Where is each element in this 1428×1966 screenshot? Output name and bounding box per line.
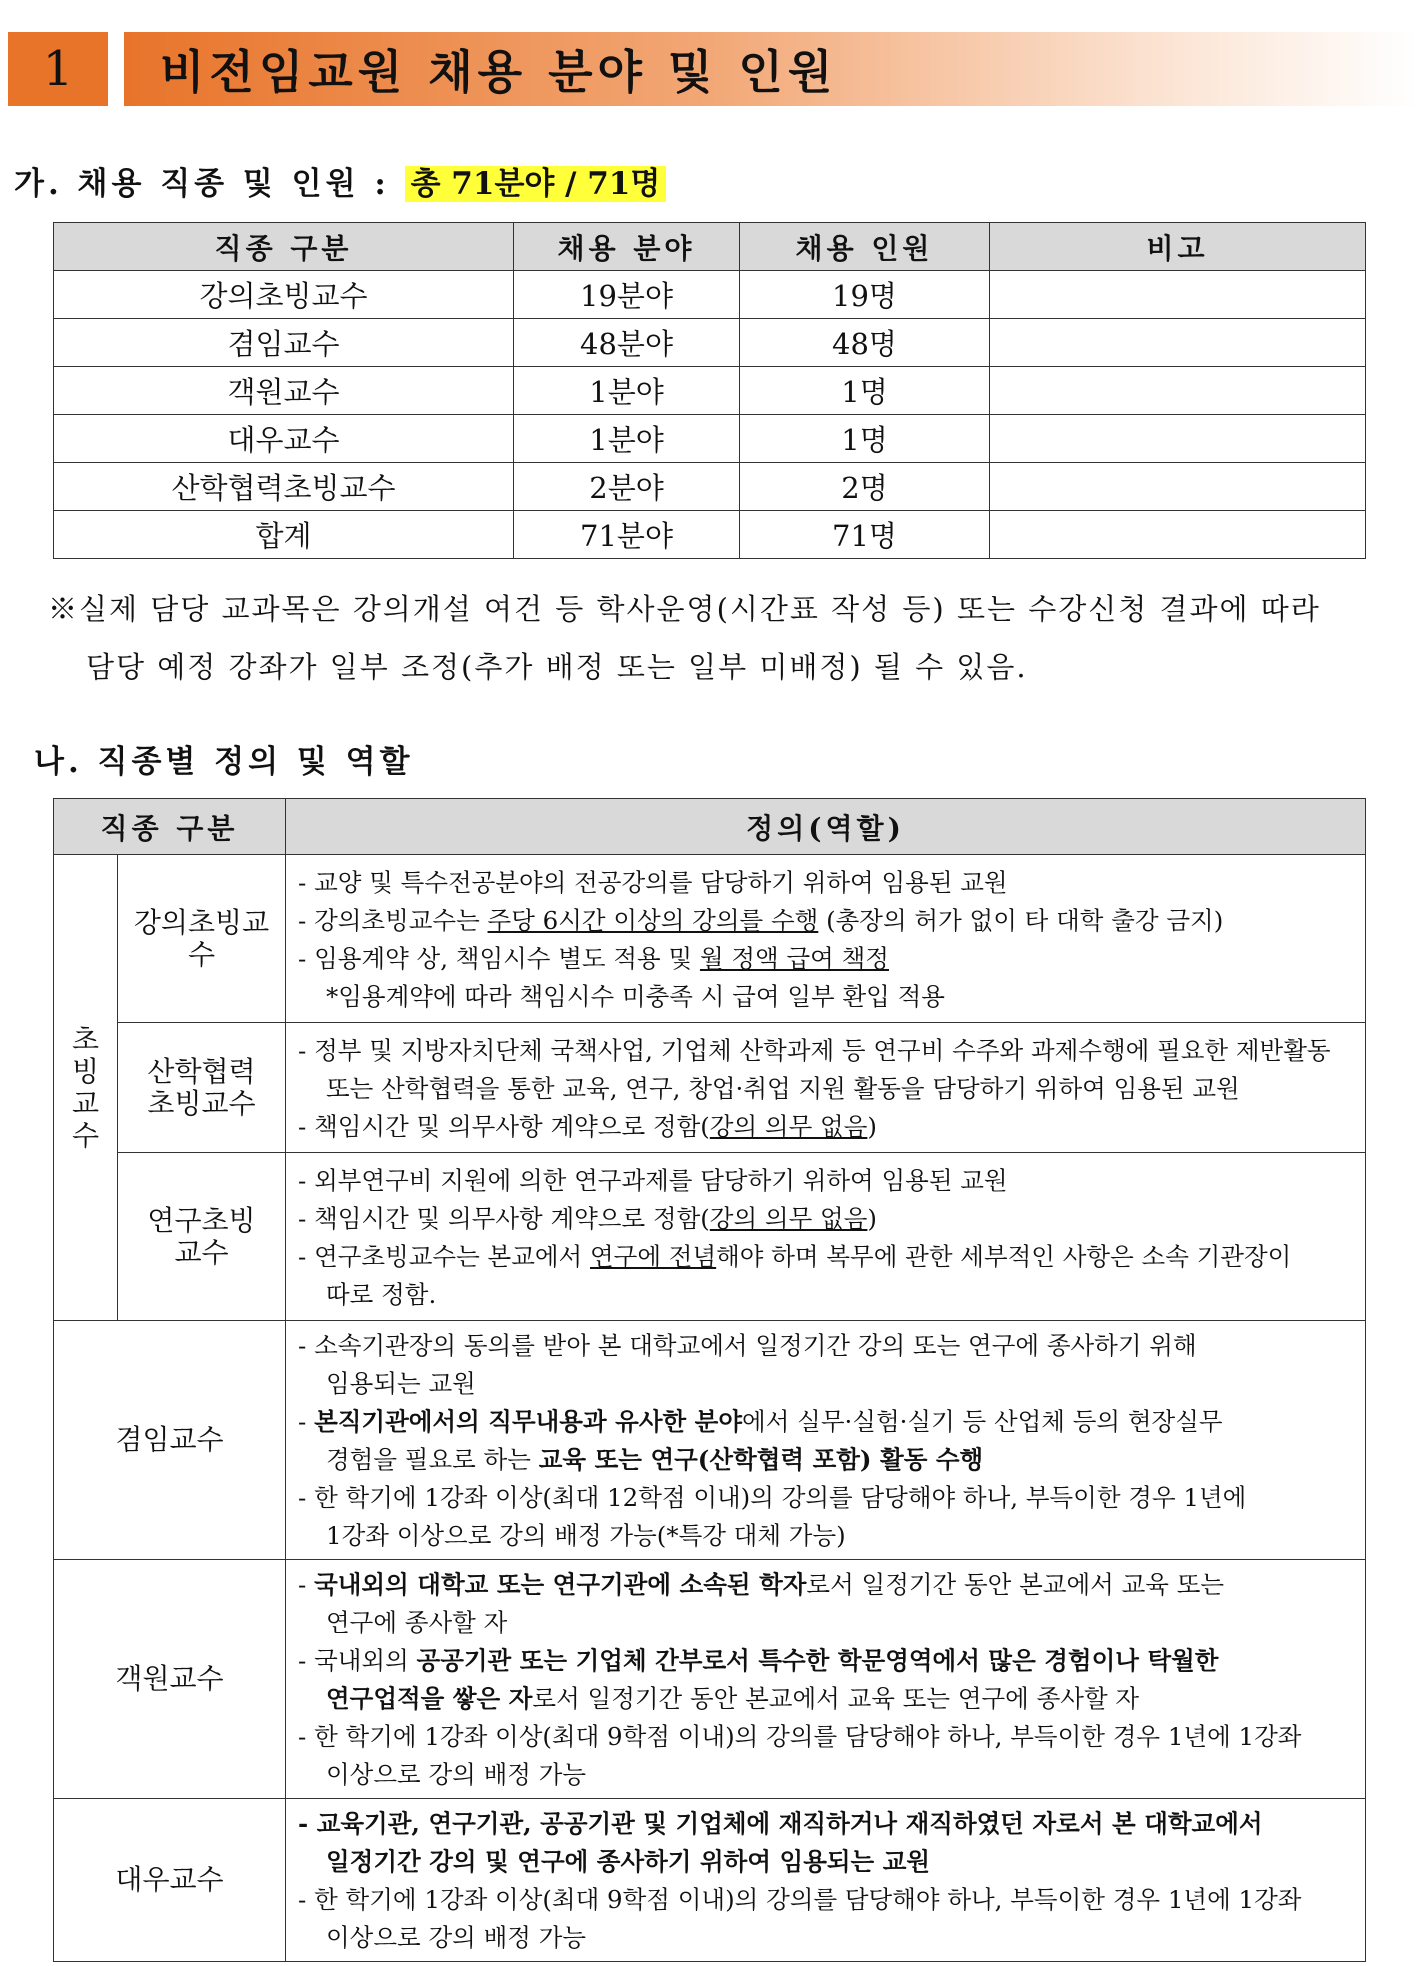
definition-line: - 소속기관장의 동의를 받아 본 대학교에서 일정기간 강의 또는 연구에 종사하기 위해 xyxy=(298,1331,1197,1360)
definition-line: 따로 정함. xyxy=(326,1279,437,1309)
definition-line xyxy=(298,1441,1353,1479)
definition-line: 연구에 종사할 자 xyxy=(326,1608,508,1637)
role-name: 대우교수 xyxy=(54,1799,286,1962)
text-segment: - xyxy=(298,1570,315,1599)
table-cell: 1명 xyxy=(740,367,990,415)
bold-text: 교육 또는 연구(산학협력 포함) 활동 수행 xyxy=(538,1445,984,1474)
definition-line: 1강좌 이상으로 강의 배정 가능(*특강 대체 가능) xyxy=(326,1521,846,1550)
definition-line xyxy=(298,902,1353,940)
table-cell: 2분야 xyxy=(514,463,740,511)
underlined-text: 강의 의무 없음 xyxy=(709,1203,868,1233)
total-highlight: 총 71분야 / 71명 xyxy=(405,166,667,202)
table-row xyxy=(54,1560,1366,1799)
table-cell xyxy=(990,367,1366,415)
role-definition xyxy=(286,855,1366,1023)
text-segment: 로서 일정기간 동안 본교에서 교육 또는 xyxy=(806,1570,1225,1599)
text-segment: - xyxy=(298,1407,315,1436)
definition-line xyxy=(298,940,1353,978)
definition-line: - 한 학기에 1강좌 이상(최대 12학점 이내)의 강의를 담당해야 하나, 부득이한 경우 1년에 xyxy=(298,1483,1247,1512)
role-name: 객원교수 xyxy=(54,1560,286,1799)
role-definition xyxy=(286,1321,1366,1560)
definition-line: - 한 학기에 1강좌 이상(최대 9학점 이내)의 강의를 담당해야 하나, 부득이한 경우 1년에 1강좌 xyxy=(298,1722,1302,1751)
column-header: 정의(역할) xyxy=(286,799,1366,855)
table-cell: 19분야 xyxy=(514,271,740,319)
definition-line: - 외부연구비 지원에 의한 연구과제를 담당하기 위하여 임용된 교원 xyxy=(298,1165,1008,1195)
column-header: 직종 구분 xyxy=(54,223,514,271)
subsection-b-title: 나. 직종별 정의 및 역할 xyxy=(34,744,414,780)
text-segment: - 연구초빙교수는 본교에서 xyxy=(298,1241,590,1271)
role-definition xyxy=(286,1560,1366,1799)
table-cell: 객원교수 xyxy=(54,367,514,415)
definition-line: - 교양 및 특수전공분야의 전공강의를 담당하기 위하여 임용된 교원 xyxy=(298,867,1008,897)
role-definition xyxy=(286,1023,1366,1153)
section-header xyxy=(8,32,1418,106)
table-cell xyxy=(990,463,1366,511)
table-cell: 산학협력초빙교수 xyxy=(54,463,514,511)
definition-line: *임용계약에 따라 책임시수 미충족 시 급여 일부 환입 적용 xyxy=(326,981,945,1011)
role-name-text: 강의초빙교수 xyxy=(133,905,270,971)
table-row xyxy=(54,463,1366,511)
definition-line xyxy=(298,1642,1353,1680)
role-name-text: 연구초빙교수 xyxy=(147,1203,256,1269)
definition-line xyxy=(298,1680,1353,1718)
note-line: ※실제 담당 교과목은 강의개설 여건 등 학사운영(시간표 작성 등) 또는 수강신청 결과에 따라 xyxy=(48,592,1321,626)
table-cell xyxy=(990,319,1366,367)
roles-table xyxy=(53,798,1366,1962)
text-segment: 로서 일정기간 동안 본교에서 교육 또는 연구에 종사할 자 xyxy=(532,1684,1140,1713)
definition-line: - 한 학기에 1강좌 이상(최대 9학점 이내)의 강의를 담당해야 하나, 부득이한 경우 1년에 1강좌 xyxy=(298,1885,1302,1914)
definition-line: 이상으로 강의 배정 가능 xyxy=(326,1760,587,1789)
section-title: 비전임교원 채용 분야 및 인원 xyxy=(160,45,838,99)
text-segment: 경험을 필요로 하는 xyxy=(326,1445,539,1474)
text-segment: 해야 하며 복무에 관한 세부적인 사항은 소속 기관장이 xyxy=(716,1241,1292,1271)
group-label-text: 초빙교수 xyxy=(71,1022,100,1152)
table-header-row xyxy=(54,223,1366,271)
bold-text: 연구업적을 쌓은 자 xyxy=(326,1684,533,1713)
text-segment: ) xyxy=(867,1203,877,1233)
definition-line: 또는 산학협력을 통한 교육, 연구, 창업·취업 지원 활동을 담당하기 위하여 임용된 교원 xyxy=(326,1073,1240,1103)
role-name-text: 산학협력초빙교수 xyxy=(147,1054,256,1120)
table-cell: 합계 xyxy=(54,511,514,559)
table-cell: 1분야 xyxy=(514,415,740,463)
table-row xyxy=(54,415,1366,463)
definition-line: 이상으로 강의 배정 가능 xyxy=(326,1923,587,1952)
table-row xyxy=(54,1321,1366,1560)
table-row xyxy=(54,271,1366,319)
table-cell: 강의초빙교수 xyxy=(54,271,514,319)
underlined-text: 월 정액 급여 책정 xyxy=(699,943,889,973)
underlined-text: 강의 의무 없음 xyxy=(709,1111,868,1141)
table-cell xyxy=(990,271,1366,319)
section-number: 1 xyxy=(8,32,108,106)
text-segment: (총장의 허가 없이 타 대학 출강 금지) xyxy=(818,905,1224,935)
definition-line xyxy=(298,1238,1353,1276)
bold-text: 국내외의 대학교 또는 연구기관에 소속된 학자 xyxy=(314,1570,807,1599)
table-cell: 2명 xyxy=(740,463,990,511)
table-cell: 71분야 xyxy=(514,511,740,559)
table-row xyxy=(54,1153,1366,1321)
recruitment-table xyxy=(53,222,1366,559)
table-row xyxy=(54,855,1366,1023)
role-name xyxy=(118,1023,286,1153)
underlined-text: 연구에 전념 xyxy=(590,1241,717,1271)
definition-line xyxy=(298,1200,1353,1238)
table-cell: 71명 xyxy=(740,511,990,559)
table-header-row xyxy=(54,799,1366,855)
definition-line: - 정부 및 지방자치단체 국책사업, 기업체 산학과제 등 연구비 수주와 과제수행에 필요한 제반활동 xyxy=(298,1035,1331,1065)
column-header: 채용 인원 xyxy=(740,223,990,271)
role-definition xyxy=(286,1799,1366,1962)
group-label xyxy=(54,855,118,1321)
total-row xyxy=(54,511,1366,559)
bold-text: 공공기관 또는 기업체 간부로서 특수한 학문영역에서 많은 경험이나 탁월한 xyxy=(416,1646,1219,1675)
table-cell: 겸임교수 xyxy=(54,319,514,367)
definition-line: 임용되는 교원 xyxy=(326,1369,476,1398)
text-segment: ) xyxy=(867,1111,877,1141)
definition-line xyxy=(298,1403,1353,1441)
subsection-a-title xyxy=(14,158,666,203)
table-cell: 48분야 xyxy=(514,319,740,367)
underlined-text: 주당 6시간 이상의 강의를 수행 xyxy=(487,905,819,935)
table-row xyxy=(54,1799,1366,1962)
column-header: 직종 구분 xyxy=(54,799,286,855)
column-header: 채용 분야 xyxy=(514,223,740,271)
table-cell: 대우교수 xyxy=(54,415,514,463)
table-cell: 48명 xyxy=(740,319,990,367)
table-row xyxy=(54,1023,1366,1153)
section-title-bar xyxy=(124,32,1418,106)
table-cell xyxy=(990,415,1366,463)
role-name xyxy=(118,855,286,1023)
text-segment: - 책임시간 및 의무사항 계약으로 정함( xyxy=(298,1111,710,1141)
text-segment: 에서 실무·실험·실기 등 산업체 등의 현장실무 xyxy=(742,1407,1223,1436)
table-cell: 1분야 xyxy=(514,367,740,415)
text-segment: - 책임시간 및 의무사항 계약으로 정함( xyxy=(298,1203,710,1233)
table-row xyxy=(54,367,1366,415)
role-name: 겸임교수 xyxy=(54,1321,286,1560)
note-line: 담당 예정 강좌가 일부 조정(추가 배정 또는 일부 미배정) 될 수 있음. xyxy=(86,650,1028,684)
table-cell: 1명 xyxy=(740,415,990,463)
bold-text: 본직기관에서의 직무내용과 유사한 분야 xyxy=(314,1407,743,1436)
definition-line: 일정기간 강의 및 연구에 종사하기 위하여 임용되는 교원 xyxy=(326,1847,931,1876)
column-header: 비고 xyxy=(990,223,1366,271)
table-cell xyxy=(990,511,1366,559)
table-row xyxy=(54,319,1366,367)
subsection-a-title-text: 가. 채용 직종 및 인원 : xyxy=(14,166,390,202)
definition-line: - 교육기관, 연구기관, 공공기관 및 기업체에 재직하거나 재직하였던 자로서 본 대학교에서 xyxy=(298,1809,1263,1838)
text-segment: - 국내외의 xyxy=(298,1646,417,1675)
text-segment: - 강의초빙교수는 xyxy=(298,905,488,935)
role-name xyxy=(118,1153,286,1321)
table-cell: 19명 xyxy=(740,271,990,319)
definition-line xyxy=(298,1108,1353,1146)
adjustment-note xyxy=(48,580,1418,696)
definition-line xyxy=(298,1566,1353,1604)
text-segment: - 임용계약 상, 책임시수 별도 적용 및 xyxy=(298,943,700,973)
role-definition xyxy=(286,1153,1366,1321)
